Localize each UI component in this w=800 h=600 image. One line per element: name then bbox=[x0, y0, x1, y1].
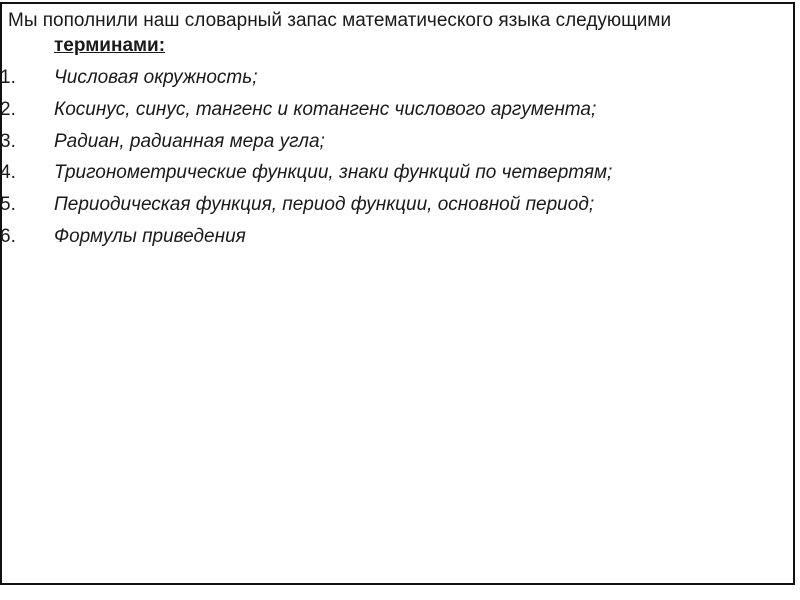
list-item-number: 3. bbox=[0, 130, 16, 152]
list-item bbox=[0, 126, 790, 158]
list-item-number: 4. bbox=[0, 162, 16, 184]
list-item bbox=[0, 157, 790, 189]
list-item bbox=[0, 221, 790, 253]
intro-line: Мы пополнили наш словарный запас математического языка следующими bbox=[8, 10, 672, 31]
list-item bbox=[0, 189, 790, 221]
list-item-number: 6. bbox=[0, 225, 16, 247]
term-list bbox=[0, 62, 790, 253]
intro-text bbox=[0, 8, 790, 58]
list-item-text: Числовая окружность; bbox=[54, 67, 258, 88]
list-item-number: 5. bbox=[0, 194, 16, 216]
list-item-text: Косинус, синус, тангенс и котангенс числового аргумента; bbox=[54, 98, 597, 120]
list-item-text: Формулы приведения bbox=[54, 225, 246, 247]
list-item-text: Радиан, радианная мера угла; bbox=[54, 130, 325, 152]
list-item bbox=[0, 94, 790, 126]
list-item-number: 1. bbox=[0, 67, 16, 88]
list-item-text: Тригонометрические функции, знаки функций по четвертям; bbox=[54, 162, 613, 184]
list-item-number: 2. bbox=[0, 98, 16, 120]
intro-underlined-heading: терминами: bbox=[54, 35, 166, 56]
list-item-text: Периодическая функция, период функции, основной период; bbox=[54, 194, 595, 216]
list-item bbox=[0, 62, 790, 94]
